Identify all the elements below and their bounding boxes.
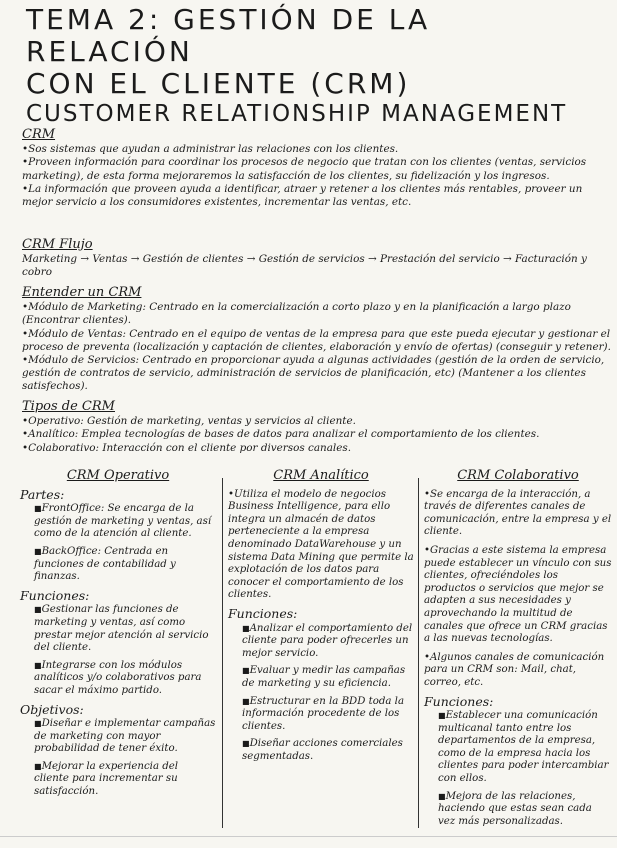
crm-bullet: • Proveen información para coordinar los procesos de negocio que tratan con los clientes (ventas, servicios marketing), de esta forma mejoraremos la satisfacción de los clientes, su fidelización y los ingresos. [22,156,614,182]
analitico-funciones-label: Funciones: [228,605,298,621]
title-line-2: CON EL CLIENTE (CRM) [26,67,411,100]
page-title [26,4,606,128]
title-line-1: TEMA 2: GESTIÓN DE LA RELACIÓN [26,3,431,68]
flujo-heading: CRM Flujo [22,237,93,252]
tipos-bullet: • Colaborativo: Interacción con el cliente por diversos canales. [22,442,614,455]
objetivo-item: ■ Mejorar la experiencia del cliente para incrementar su satisfacción. [20,761,216,799]
operativo-funciones-label: Funciones: [20,587,90,603]
crm-bullet: • La información que proveen ayuda a identificar, atraer y retener a los clientes más rentables, proveer un mejor servicio a los consumidores existentes, incrementar las ventas, etc. [22,183,614,209]
operativo-funcion-item: ■ Gestionar las funciones de marketing y ventas, así como prestar mejor atención al servicio del cliente. [20,604,216,654]
colaborativo-bullet: • Algunos canales de comunicación para un CRM son: Mail, chat, correo, etc. [424,652,612,690]
tipos-heading: Tipos de CRM [22,399,115,414]
entender-heading: Entender un CRM [22,285,142,300]
analitico-bullet: • Utiliza el modelo de negocios Business Intelligence, para ello integra un almacén de datos perteneciente a la empresa denominado DataWarehouse y un sistema Data Mining que permite la explotación de los datos para conocer el comportamiento de los clientes. [228,489,414,602]
colaborativo-bullet: • Gracias a este sistema la empresa puede establecer un vínculo con sus clientes, ofreciéndoles los productos o servicios que mejor se adapten a sus necesidades y aprovechando la multitud de canales que ofrece un CRM gracias a las nuevas tecnologías. [424,545,612,646]
entender-bullet: • Módulo de Marketing: Centrado en la comercialización a corto plazo y en la planificación a largo plazo (Encontrar clientes). [22,301,614,327]
tipos-bullet: • Operativo: Gestión de marketing, ventas y servicios al cliente. [22,415,614,428]
analitico-funcion-item: ■ Analizar el comportamiento del cliente para poder ofrecerles un mejor servicio. [228,623,414,661]
crm-bullet: • Sos sistemas que ayudan a administrar las relaciones con los clientes. [22,143,614,156]
crm-heading: CRM [22,127,56,142]
analitico-column [228,470,414,768]
entender-bullet: • Módulo de Servicios: Centrado en proporcionar ayuda a algunas actividades (gestión de la orden de servicio, gestión de contratos de servicio, administración de servicios de planificación, etc) (Mantener a los clientes satisfechos). [22,354,614,394]
tipos-section [22,400,614,455]
page-edge [0,836,617,837]
title-line-3: CUSTOMER RELATIONSHIP MANAGEMENT [26,101,568,127]
analitico-funcion-item: ■ Estructurar en la BDD toda la información procedente de los clientes. [228,696,414,734]
colaborativo-funciones-label: Funciones: [424,693,494,709]
partes-label: Partes: [20,486,65,502]
colaborativo-column [424,470,612,833]
colaborativo-funcion-item: ■ Mejora de las relaciones, haciendo que estas sean cada vez más personalizadas. [424,791,612,829]
column-divider [222,478,223,828]
partes-item: ■ FrontOffice: Se encarga de la gestión de marketing y ventas, así como de la atención al cliente. [20,503,216,541]
crm-section [22,128,614,209]
tipos-bullet: • Analítico: Emplea tecnologías de bases de datos para analizar el comportamiento de los clientes. [22,428,614,441]
colaborativo-bullet: • Se encarga de la interacción, a través de diferentes canales de comunicación, entre la empresa y el cliente. [424,489,612,539]
flujo-section [22,238,614,280]
flujo-steps: Marketing → Ventas → Gestión de clientes → Gestión de servicios → Prestación del servicio → Facturación y cobro [22,253,587,279]
column-divider [418,478,419,828]
entender-bullet: • Módulo de Ventas: Centrado en el equipo de ventas de la empresa para que este pueda ejecutar y gestionar el proceso de preventa (localización y captación de clientes, elaboración y envío de ofertas) (conseguir y retener). [22,328,614,354]
objetivos-label: Objetivos: [20,701,84,717]
operativo-funcion-item: ■ Integrarse con los módulos analíticos y/o colaborativos para sacar el máximo partido. [20,660,216,698]
analitico-heading: CRM Analítico [273,468,369,483]
partes-item: ■ BackOffice: Centrada en funciones de contabilidad y finanzas. [20,546,216,584]
analitico-funcion-item: ■ Diseñar acciones comerciales segmentadas. [228,738,414,763]
colaborativo-funcion-item: ■ Establecer una comunicación multicanal tanto entre los departamentos de la empresa, como de la empresa hacia los clientes para poder intercambiar con ellos. [424,710,612,786]
operativo-heading: CRM Operativo [66,468,170,483]
colaborativo-heading: CRM Colaborativo [457,468,579,483]
operativo-column [20,470,216,804]
entender-section [22,286,614,394]
objetivo-item: ■ Diseñar e implementar campañas de marketing con mayor probabilidad de tener éxito. [20,718,216,756]
analitico-funcion-item: ■ Evaluar y medir las campañas de marketing y su eficiencia. [228,665,414,690]
